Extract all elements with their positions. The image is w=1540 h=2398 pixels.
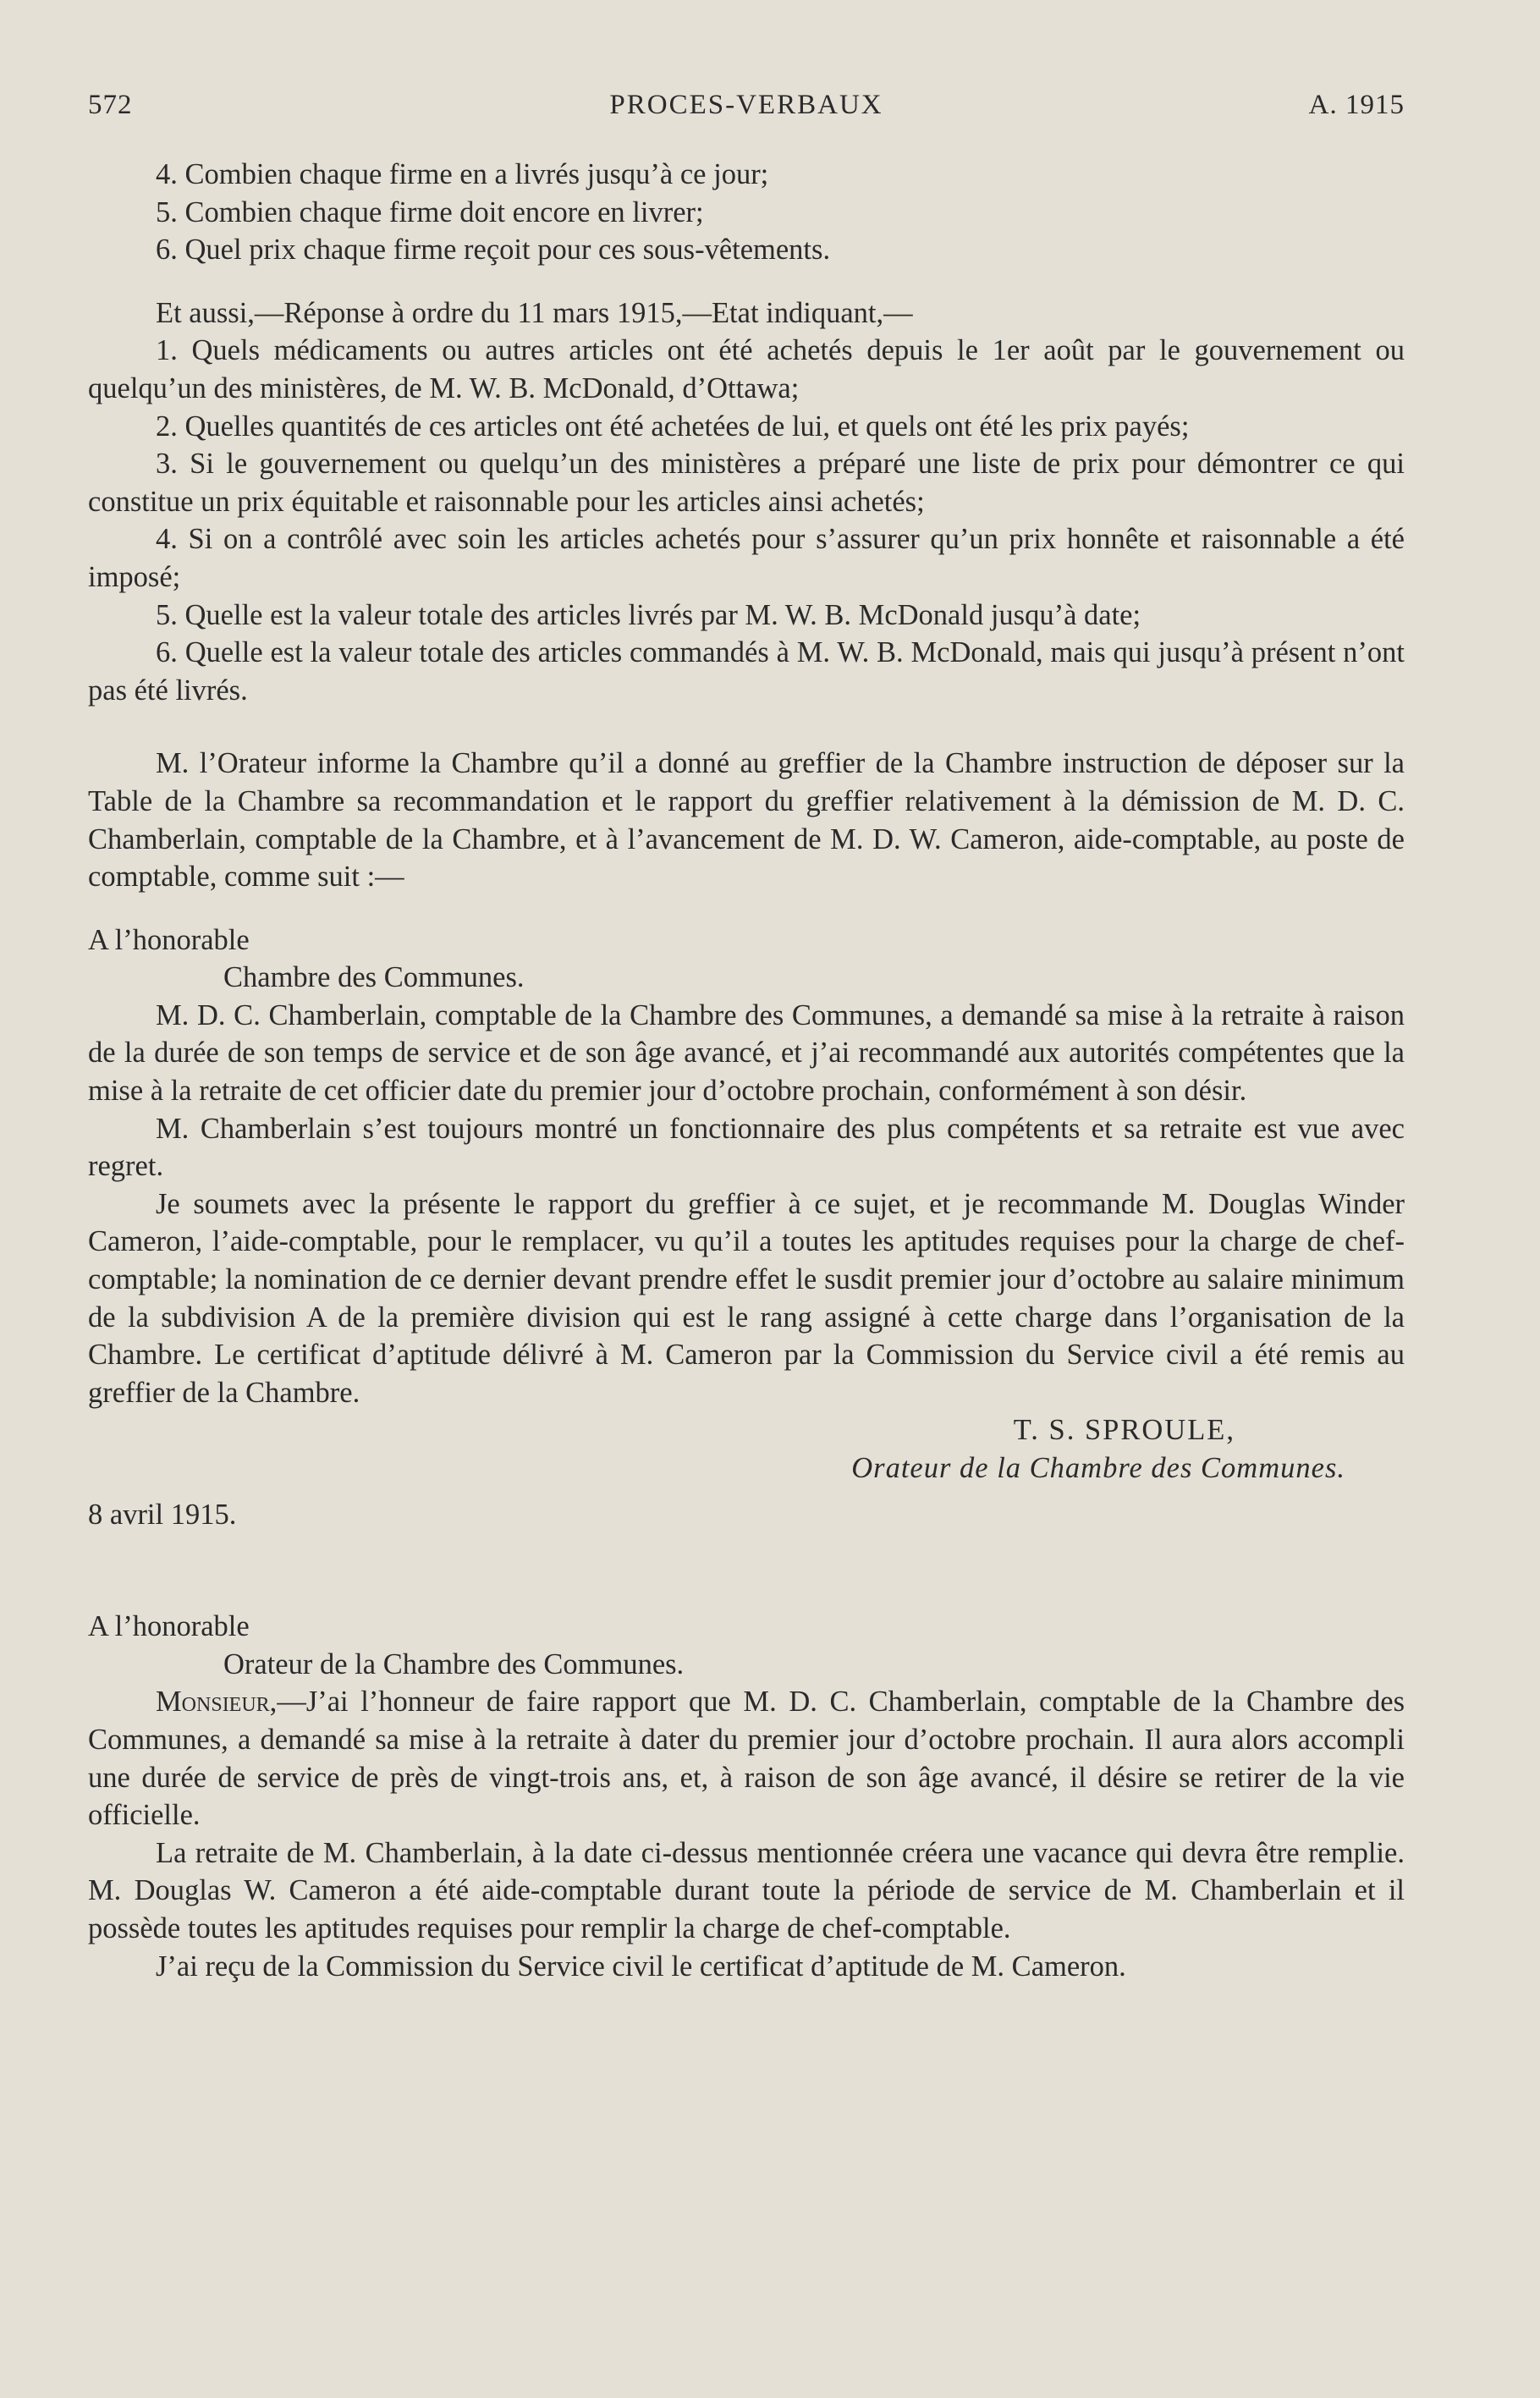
page-body: [88, 156, 1405, 1985]
list-item: 5. Combien chaque firme doit encore en livrer;: [156, 195, 704, 228]
letter2-address-line2: Orateur de la Chambre des Communes.: [223, 1647, 685, 1680]
letter1-paragraph: M. Chamberlain s’est toujours montré un fonctionnaire des plus compétents et sa retraite est vue avec regret.: [88, 1112, 1405, 1183]
return-intro: Et aussi,—Réponse à ordre du 11 mars 1915,—Etat indiquant,—: [156, 296, 913, 329]
session-year: A. 1915: [1308, 90, 1405, 120]
speaker-announcement: M. l’Orateur informe la Chambre qu’il a donné au greffier de la Chambre instruction de déposer sur la Table de la Chambre sa recommandation et le rapport du greffier relativement à la démission de M. D. C. Chamberlain, comptable de la Chambre, et à l’avancement de M. D. W. Cameron, aide-comptable, au poste de comptable, comme suit :—: [88, 747, 1405, 894]
signature-title: Orateur de la Chambre des Communes.: [851, 1452, 1345, 1484]
letter2-paragraph1-text: —J’ai l’honneur de faire rapport que M. D. C. Chamberlain, comptable de la Chambre des Communes, a demandé sa mise à la retraite à dater du premier jour d’octobre prochain. Il aura alors accompli une durée de service de près de vingt-trois ans, et, à raison de son âge avancé, il désire se retirer de la vie officielle.: [88, 1686, 1405, 1832]
list-item: 3. Si le gouvernement ou quelqu’un des ministères a préparé une liste de prix pour démontrer ce qui constitue un prix équitable et raisonnable pour les articles ainsi achetés;: [88, 448, 1405, 518]
letter1-date: 8 avril 1915.: [88, 1498, 237, 1531]
letter2-address-line1: A l’honorable: [88, 1610, 250, 1643]
list-item: 2. Quelles quantités de ces articles ont été achetées de lui, et quels ont été les prix payés;: [156, 410, 1190, 443]
list-item: 5. Quelle est la valeur totale des articles livrés par M. W. B. McDonald jusqu’à date;: [156, 598, 1141, 631]
page-number: 572: [88, 90, 133, 120]
list-item: 4. Si on a contrôlé avec soin les articles achetés pour s’assurer qu’un prix honnête et raisonnable a été imposé;: [88, 523, 1405, 593]
letter1-address-line1: A l’honorable: [88, 923, 250, 956]
page-header: [88, 90, 1405, 130]
salutation: Monsieur,: [156, 1686, 278, 1719]
letter1-paragraph: Je soumets avec la présente le rapport du greffier à ce sujet, et je recommande M. Douglas Winder Cameron, l’aide-comptable, pour le remplacer, vu qu’il a toutes les aptitudes requises pour la charge de chef-comptable; la nomination de ce dernier devant prendre effet le susdit premier jour d’octobre au salaire minimum de la subdivision A de la première division qui est le rang assigné à cette charge dans l’organisation de la Chambre. Le certificat d’aptitude délivré à M. Cameron par la Commission du Service civil a été remis au greffier de la Chambre.: [88, 1187, 1405, 1409]
list-item: 1. Quels médicaments ou autres articles ont été achetés depuis le 1er août par le gouvernement ou quelqu’un des ministères, de M. W. B. McDonald, d’Ottawa;: [88, 334, 1405, 404]
list-item: 6. Quelle est la valeur totale des articles commandés à M. W. B. McDonald, mais qui jusqu’à présent n’ont pas été livrés.: [88, 636, 1405, 707]
letter2-paragraph: J’ai reçu de la Commission du Service civil le certificat d’aptitude de M. Cameron.: [156, 1950, 1126, 1983]
running-title: PROCES-VERBAUX: [609, 90, 883, 120]
letter2-paragraph: La retraite de M. Chamberlain, à la date ci-dessus mentionnée créera une vacance qui devra être remplie. M. Douglas W. Cameron a été aide-comptable durant toute la période de service de M. Chamberlain et il possède toutes les aptitudes requises pour remplir la charge de chef-comptable.: [88, 1836, 1405, 1944]
letter1-address-line2: Chambre des Communes.: [223, 961, 525, 994]
signature-name: T. S. SPROULE,: [1013, 1414, 1235, 1447]
list-item: 4. Combien chaque firme en a livrés jusqu’à ce jour;: [156, 158, 769, 190]
list-item: 6. Quel prix chaque firme reçoit pour ces sous-vêtements.: [156, 234, 831, 267]
letter1-paragraph: M. D. C. Chamberlain, comptable de la Chambre des Communes, a demandé sa mise à la retraite à raison de la durée de son temps de service et de son âge avancé, et j’ai recommandé aux autorités compétentes que la mise à la retraite de cet officier date du premier jour d’octobre prochain, conformément à son désir.: [88, 998, 1405, 1108]
letter2-paragraph: [88, 1683, 1405, 1834]
